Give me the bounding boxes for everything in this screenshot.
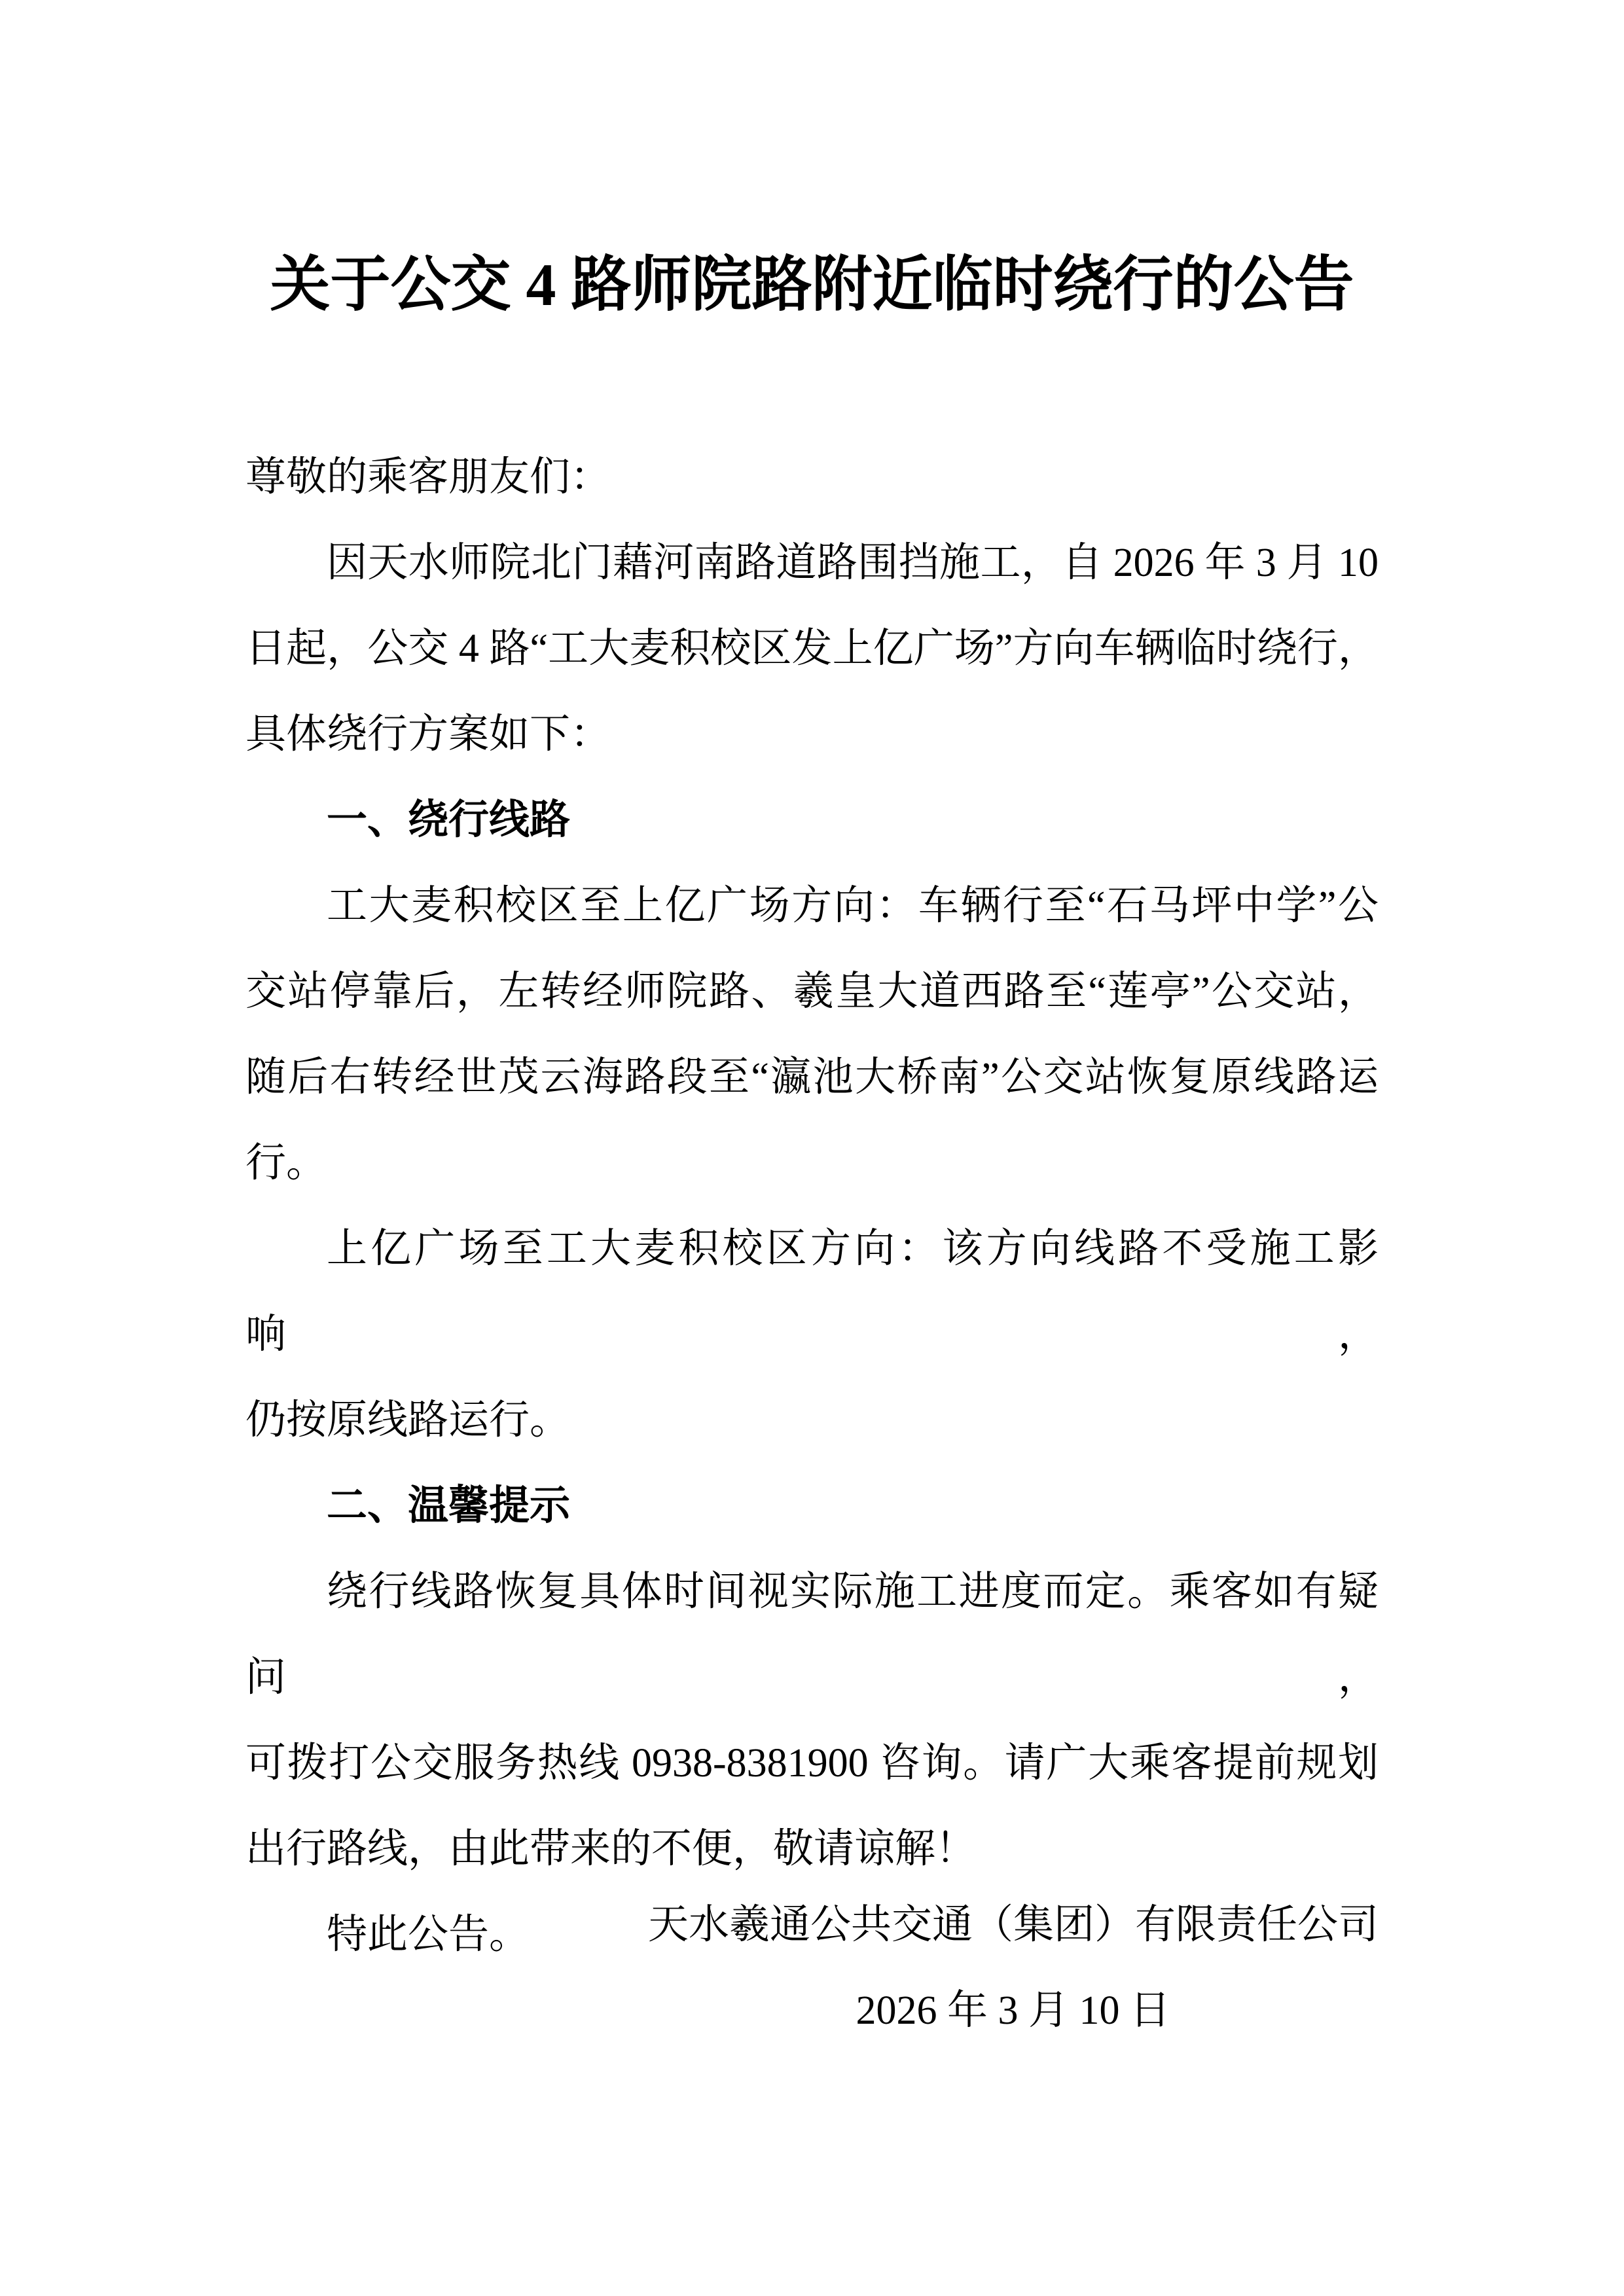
body-line-intro-1: 因天水师院北门藉河南路道路围挡施工，自 2026 年 3 月 10 (327, 541, 1379, 585)
section-heading-tips: 二、温馨提示 (327, 1484, 571, 1528)
body-line-return-1: 上亿广场至工大麦积校区方向：该方向线路不受施工影响， (245, 1227, 1379, 1357)
company-signature: 天水羲通公共交通（集团）有限责任公司 (647, 1903, 1379, 1947)
signature-block (245, 1882, 1379, 2054)
body-line-route-3: 随后右转经世茂云海路段至“瀛池大桥南”公交站恢复原线路运 (245, 1055, 1379, 1100)
body-line-tips-2: 可拨打公交服务热线 0938-8381900 咨询。请广大乘客提前规划 (245, 1741, 1379, 1785)
closing-statement-line: 特此公告。 (327, 1912, 530, 1957)
body-line-intro-3: 具体绕行方案如下： (245, 712, 611, 757)
body-line-tips-1: 绕行线路恢复具体时间视实际施工进度而定。乘客如有疑问， (245, 1570, 1379, 1700)
notice-title: 关于公交 4 路师院路附近临时绕行的公告 (270, 251, 1354, 318)
body-line-route-4: 行。 (245, 1141, 327, 1185)
body-line-return-2: 仍按原线路运行。 (245, 1398, 571, 1443)
body-line-route-1: 工大麦积校区至上亿广场方向：车辆行至“石马坪中学”公 (327, 884, 1379, 928)
body-line-intro-2: 日起，公交 4 路“工大麦积校区发上亿广场”方向车辆临时绕行， (245, 626, 1379, 671)
body-line-tips-3: 出行路线，由此带来的不便，敬请谅解！ (245, 1827, 977, 1871)
section-heading-detour-route: 一、绕行线路 (327, 798, 571, 842)
notice-date: 2026 年 3 月 10 日 (856, 1988, 1170, 2033)
body-line-route-2: 交站停靠后，左转经师院路、羲皇大道西路至“莲亭”公交站， (245, 969, 1379, 1014)
salutation-line: 尊敬的乘客朋友们： (245, 455, 611, 499)
notice-body (245, 435, 1379, 1978)
